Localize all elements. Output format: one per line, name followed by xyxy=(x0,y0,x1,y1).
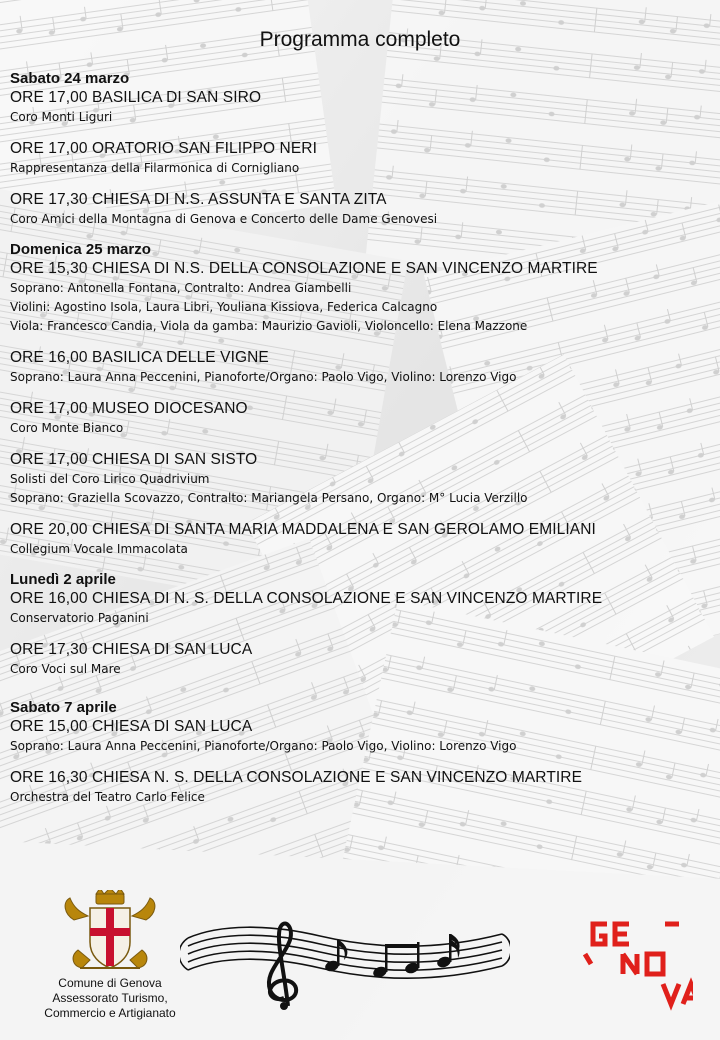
day-block xyxy=(10,241,710,559)
comune-line: Commercio e Artigianato xyxy=(44,1006,176,1020)
event-title: ORE 17,30 CHIESA DI SAN LUCA xyxy=(10,641,253,658)
event-title: ORE 16,00 CHIESA DI N. S. DELLA CONSOLAZIONE E SAN VINCENZO MARTIRE xyxy=(10,590,603,607)
event-title: ORE 15,00 CHIESA DI SAN LUCA xyxy=(10,718,253,735)
event xyxy=(10,399,710,438)
event xyxy=(10,88,710,127)
event xyxy=(10,259,710,336)
event-title: ORE 17,00 BASILICA DI SAN SIRO xyxy=(10,89,262,106)
event-performers: Collegium Vocale Immacolata xyxy=(10,542,188,556)
event-performers: Coro Monte Bianco xyxy=(10,421,124,435)
event-performers: Coro Voci sul Mare xyxy=(10,662,121,676)
event-title: ORE 17,00 CHIESA DI SAN SISTO xyxy=(10,451,258,468)
event xyxy=(10,717,710,756)
comune-line: Comune di Genova xyxy=(58,976,162,990)
event-performers: Conservatorio Paganini xyxy=(10,611,149,625)
genova-logo-icon xyxy=(583,918,693,1018)
event-title: ORE 17,00 MUSEO DIOCESANO xyxy=(10,400,248,417)
event-title: ORE 16,00 BASILICA DELLE VIGNE xyxy=(10,349,269,366)
genova-more-than-this-logo xyxy=(583,918,693,1022)
day-block xyxy=(10,70,710,229)
event-performers: Soprano: Antonella Fontana, Contralto: Andrea Giambelli xyxy=(10,281,352,295)
coat-of-arms-icon xyxy=(60,890,160,972)
event-performers: Coro Monti Liguri xyxy=(10,110,113,124)
event-title: ORE 17,30 CHIESA DI N.S. ASSUNTA E SANTA ZITA xyxy=(10,191,387,208)
event xyxy=(10,190,710,229)
comune-di-genova-logo xyxy=(20,890,200,1021)
event-performers: Coro Amici della Montagna di Genova e Concerto delle Dame Genovesi xyxy=(10,212,438,226)
event-performers: Violini: Agostino Isola, Laura Libri, Youliana Kissiova, Federica Calcagno xyxy=(10,300,438,314)
event xyxy=(10,520,710,559)
event-performers: Soprano: Laura Anna Peccenini, Pianoforte/Organo: Paolo Vigo, Violino: Lorenzo Vigo xyxy=(10,739,517,753)
event xyxy=(10,640,710,679)
footer xyxy=(0,890,720,1040)
event-performers: Soprano: Laura Anna Peccenini, Pianoforte/Organo: Paolo Vigo, Violino: Lorenzo Vigo xyxy=(10,370,517,384)
day-heading: Lunedì 2 aprile xyxy=(10,571,116,588)
treble-clef-notes-icon xyxy=(180,910,510,1010)
event-title: ORE 17,00 ORATORIO SAN FILIPPO NERI xyxy=(10,140,317,157)
page-title: Programma completo xyxy=(259,28,461,51)
day-heading: Domenica 25 marzo xyxy=(10,241,151,258)
event xyxy=(10,768,710,807)
event-performers: Soprano: Graziella Scovazzo, Contralto: Mariangela Persano, Organo: M° Lucia Verzillo xyxy=(10,491,528,505)
event-performers: Solisti del Coro Lirico Quadrivium xyxy=(10,472,210,486)
event xyxy=(10,348,710,387)
event-performers: Orchestra del Teatro Carlo Felice xyxy=(10,790,205,804)
event xyxy=(10,589,710,628)
day-block xyxy=(10,571,710,679)
event-title: ORE 16,30 CHIESA N. S. DELLA CONSOLAZIONE E SAN VINCENZO MARTIRE xyxy=(10,769,583,786)
program-list xyxy=(10,70,710,819)
day-block xyxy=(10,699,710,807)
event-title: ORE 15,30 CHIESA DI N.S. DELLA CONSOLAZIONE E SAN VINCENZO MARTIRE xyxy=(10,260,598,277)
event xyxy=(10,450,710,508)
day-heading: Sabato 24 marzo xyxy=(10,70,130,87)
event xyxy=(10,139,710,178)
event-performers: Viola: Francesco Candia, Viola da gamba: Maurizio Gavioli, Violoncello: Elena Mazzone xyxy=(10,319,528,333)
comune-line: Assessorato Turismo, xyxy=(52,991,168,1005)
event-performers: Rappresentanza della Filarmonica di Cornigliano xyxy=(10,161,300,175)
event-title: ORE 20,00 CHIESA DI SANTA MARIA MADDALENA E SAN GEROLAMO EMILIANI xyxy=(10,521,596,538)
day-heading: Sabato 7 aprile xyxy=(10,699,117,716)
